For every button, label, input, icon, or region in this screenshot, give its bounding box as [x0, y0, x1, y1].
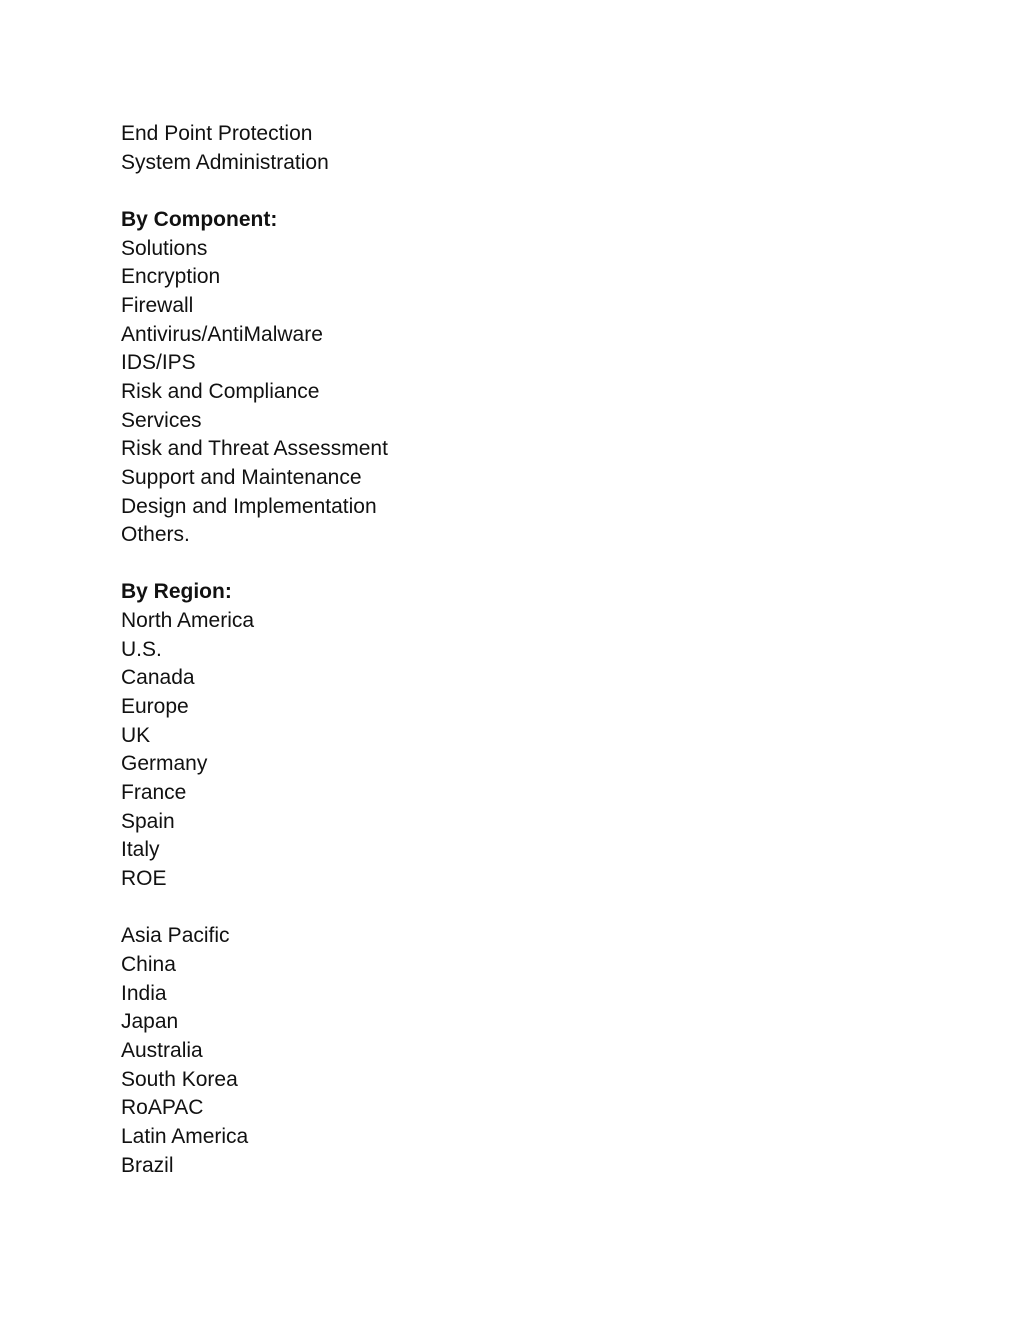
list-item: Germany — [121, 752, 208, 776]
section-heading: By Component: — [121, 207, 278, 231]
spacer — [121, 550, 921, 579]
list-item: Europe — [121, 695, 189, 719]
list-item: China — [121, 952, 176, 976]
spacer — [121, 894, 921, 923]
list-item: North America — [121, 609, 255, 633]
document-page — [121, 120, 921, 1180]
list-item: IDS/IPS — [121, 351, 196, 375]
list-item: South Korea — [121, 1067, 238, 1091]
list-item: France — [121, 781, 187, 805]
by-component-section — [121, 206, 921, 550]
list-item: Risk and Compliance — [121, 379, 320, 403]
list-item: Encryption — [121, 265, 221, 289]
list-item: Japan — [121, 1010, 179, 1034]
list-item: U.S. — [121, 637, 162, 661]
list-item: Antivirus/AntiMalware — [121, 322, 323, 346]
list-item: Australia — [121, 1038, 203, 1062]
list-item: Design and Implementation — [121, 494, 377, 518]
by-region-section — [121, 578, 921, 1180]
list-item: RoAPAC — [121, 1096, 204, 1120]
list-item: Risk and Threat Assessment — [121, 437, 388, 461]
list-item: Brazil — [121, 1153, 174, 1177]
list-item: End Point Protection — [121, 122, 313, 145]
intro-list — [121, 120, 921, 177]
list-item: Others. — [121, 523, 190, 547]
list-item: UK — [121, 723, 151, 747]
list-item: Support and Maintenance — [121, 465, 362, 489]
list-item: System Administration — [121, 150, 329, 174]
list-item: Canada — [121, 666, 195, 690]
list-item: ROE — [121, 867, 167, 891]
list-item: Services — [121, 408, 202, 432]
list-item: Spain — [121, 809, 175, 833]
list-item: Asia Pacific — [121, 924, 230, 948]
section-heading: By Region: — [121, 580, 232, 604]
list-item: Italy — [121, 838, 160, 862]
spacer — [121, 177, 921, 206]
list-item: Latin America — [121, 1124, 249, 1148]
list-item: Firewall — [121, 293, 194, 317]
list-item: India — [121, 981, 167, 1005]
list-item: Solutions — [121, 236, 208, 260]
